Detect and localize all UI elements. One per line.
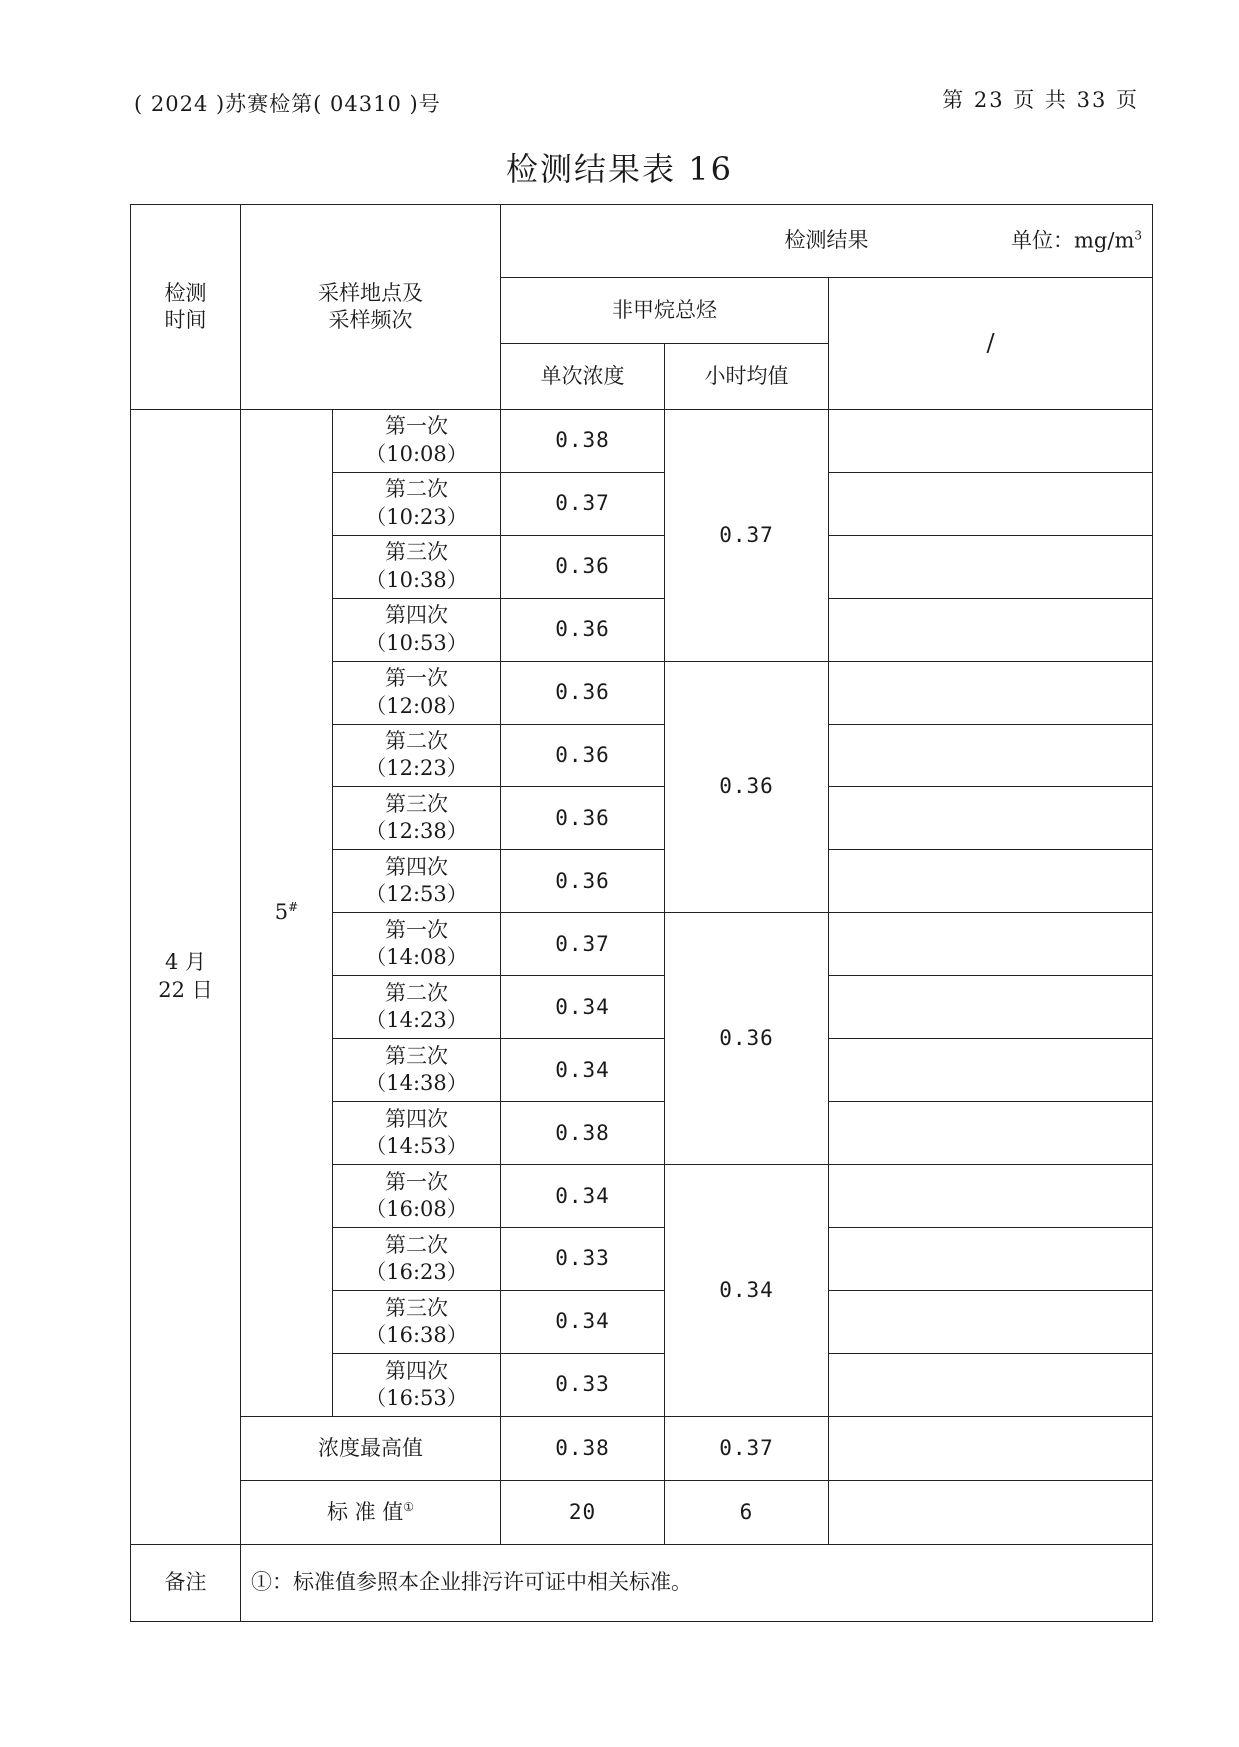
sample-label <box>333 535 501 598</box>
sample-name: 第三次 <box>385 1043 448 1068</box>
header-pollutant: 非甲烷总烃 <box>501 277 829 343</box>
sample-time: （12:08） <box>365 693 468 718</box>
sample-time: （14:08） <box>365 945 468 970</box>
single-concentration: 0.36 <box>501 598 665 661</box>
remark-label: 备注 <box>131 1544 241 1621</box>
sample-time: （16:08） <box>365 1197 468 1222</box>
sample-time: （14:38） <box>365 1071 468 1096</box>
standard-hourly: 6 <box>665 1480 829 1544</box>
max-label: 浓度最高值 <box>241 1417 501 1481</box>
detect-date-line1: 4 月 <box>164 950 207 975</box>
single-concentration: 0.36 <box>501 535 665 598</box>
sample-label <box>333 409 501 472</box>
header-location-line1: 采样地点及 <box>318 280 423 305</box>
remark-text: ①：标准值参照本企业排污许可证中相关标准。 <box>241 1544 1153 1621</box>
header-other-slash: / <box>829 277 1153 409</box>
sample-label <box>333 1102 501 1165</box>
unit-label <box>1011 227 1142 254</box>
sample-name: 第一次 <box>385 414 448 439</box>
sample-name: 第四次 <box>385 1106 448 1131</box>
single-concentration: 0.34 <box>501 1039 665 1102</box>
sample-name: 第四次 <box>385 855 448 880</box>
max-row <box>131 1417 1153 1481</box>
header-detect-time <box>131 205 241 410</box>
sample-label <box>333 598 501 661</box>
max-hourly: 0.37 <box>665 1417 829 1481</box>
sample-name: 第一次 <box>385 1169 448 1194</box>
header-detect-time-line2: 时间 <box>164 307 207 332</box>
other-result-cell <box>829 913 1153 976</box>
header-single-conc: 单次浓度 <box>501 343 665 409</box>
sampling-point <box>241 409 333 1416</box>
other-result-cell <box>829 1165 1153 1228</box>
sample-time: （10:53） <box>365 630 468 655</box>
sample-name: 第二次 <box>385 1232 448 1257</box>
sample-name: 第四次 <box>385 603 448 628</box>
remark-row <box>131 1544 1153 1621</box>
sample-time: （14:53） <box>365 1134 468 1159</box>
other-result-cell <box>829 661 1153 724</box>
detect-date-line2: 22 日 <box>158 977 213 1002</box>
other-result-cell <box>829 1039 1153 1102</box>
standard-label-text: 标 准 值 <box>326 1499 404 1524</box>
other-result-cell <box>829 1354 1153 1417</box>
page-info: 第 23 页 共 33 页 <box>942 88 1139 112</box>
sample-name: 第二次 <box>385 729 448 754</box>
sample-name: 第三次 <box>385 1295 448 1320</box>
sample-label <box>333 1291 501 1354</box>
sample-time: （16:38） <box>365 1323 468 1348</box>
single-concentration: 0.34 <box>501 1165 665 1228</box>
single-concentration: 0.36 <box>501 724 665 787</box>
other-result-cell <box>829 409 1153 472</box>
single-concentration: 0.34 <box>501 976 665 1039</box>
detect-date <box>131 409 241 1544</box>
sample-name: 第四次 <box>385 1358 448 1383</box>
report-number: ( 2024 )苏赛检第( 04310 )号 <box>134 92 441 116</box>
single-concentration: 0.33 <box>501 1228 665 1291</box>
single-concentration: 0.38 <box>501 409 665 472</box>
sample-label <box>333 472 501 535</box>
standard-single: 20 <box>501 1480 665 1544</box>
hourly-average: 0.34 <box>665 1165 829 1417</box>
standard-row <box>131 1480 1153 1544</box>
max-single: 0.38 <box>501 1417 665 1481</box>
other-result-cell <box>829 1228 1153 1291</box>
sample-name: 第一次 <box>385 666 448 691</box>
single-concentration: 0.33 <box>501 1354 665 1417</box>
sample-name: 第二次 <box>385 981 448 1005</box>
sample-label <box>333 1165 501 1228</box>
hourly-average: 0.36 <box>665 661 829 913</box>
sample-name: 第二次 <box>385 477 448 502</box>
sample-label <box>333 724 501 787</box>
sample-time: （10:08） <box>365 441 468 466</box>
header-detect-time-line1: 检测 <box>164 280 207 305</box>
sample-label <box>333 913 501 976</box>
sample-time: （16:53） <box>365 1386 468 1411</box>
standard-label <box>241 1480 501 1544</box>
unit-sup: 3 <box>1134 228 1143 243</box>
header-location <box>241 205 501 410</box>
sample-label <box>333 1354 501 1417</box>
header-results <box>501 205 1153 278</box>
single-concentration: 0.36 <box>501 661 665 724</box>
sample-time: （10:38） <box>365 567 468 592</box>
other-result-cell <box>829 535 1153 598</box>
other-result-cell <box>829 1102 1153 1165</box>
single-concentration: 0.37 <box>501 913 665 976</box>
sampling-point-sup: # <box>288 900 299 915</box>
sample-time: （12:23） <box>365 756 468 781</box>
other-result-cell <box>829 1291 1153 1354</box>
other-result-cell <box>829 787 1153 850</box>
sample-label <box>333 661 501 724</box>
sample-name: 第三次 <box>385 792 448 817</box>
standard-label-sup: ① <box>403 1499 415 1514</box>
max-other <box>829 1417 1153 1481</box>
standard-other <box>829 1480 1153 1544</box>
sample-label <box>333 976 501 1039</box>
other-result-cell <box>829 724 1153 787</box>
sample-time: （12:53） <box>365 882 468 907</box>
other-result-cell <box>829 850 1153 913</box>
table-row <box>131 409 1153 472</box>
sample-label <box>333 850 501 913</box>
other-result-cell <box>829 598 1153 661</box>
results-table <box>130 204 1153 1622</box>
sample-label <box>333 1228 501 1291</box>
sample-name: 第三次 <box>385 540 448 565</box>
header-hourly-avg: 小时均值 <box>665 343 829 409</box>
single-concentration: 0.34 <box>501 1291 665 1354</box>
sample-time: （14:23） <box>365 1008 468 1033</box>
sample-label <box>333 1039 501 1102</box>
single-concentration: 0.38 <box>501 1102 665 1165</box>
hourly-average: 0.36 <box>665 913 829 1165</box>
results-label: 检测结果 <box>784 228 869 253</box>
other-result-cell <box>829 472 1153 535</box>
header-location-line2: 采样频次 <box>328 307 413 332</box>
sampling-point-label: 5 <box>274 900 289 925</box>
sample-time: （10:23） <box>365 504 468 529</box>
sample-name: 第一次 <box>385 918 448 943</box>
single-concentration: 0.36 <box>501 850 665 913</box>
sample-label <box>333 787 501 850</box>
page-title: 检测结果表 16 <box>506 150 733 188</box>
hourly-average: 0.37 <box>665 409 829 661</box>
sample-time: （12:38） <box>365 819 468 844</box>
other-result-cell <box>829 976 1153 1039</box>
single-concentration: 0.36 <box>501 787 665 850</box>
sample-time: （16:23） <box>365 1260 468 1285</box>
unit-text: 单位：mg/m <box>1011 228 1135 253</box>
single-concentration: 0.37 <box>501 472 665 535</box>
